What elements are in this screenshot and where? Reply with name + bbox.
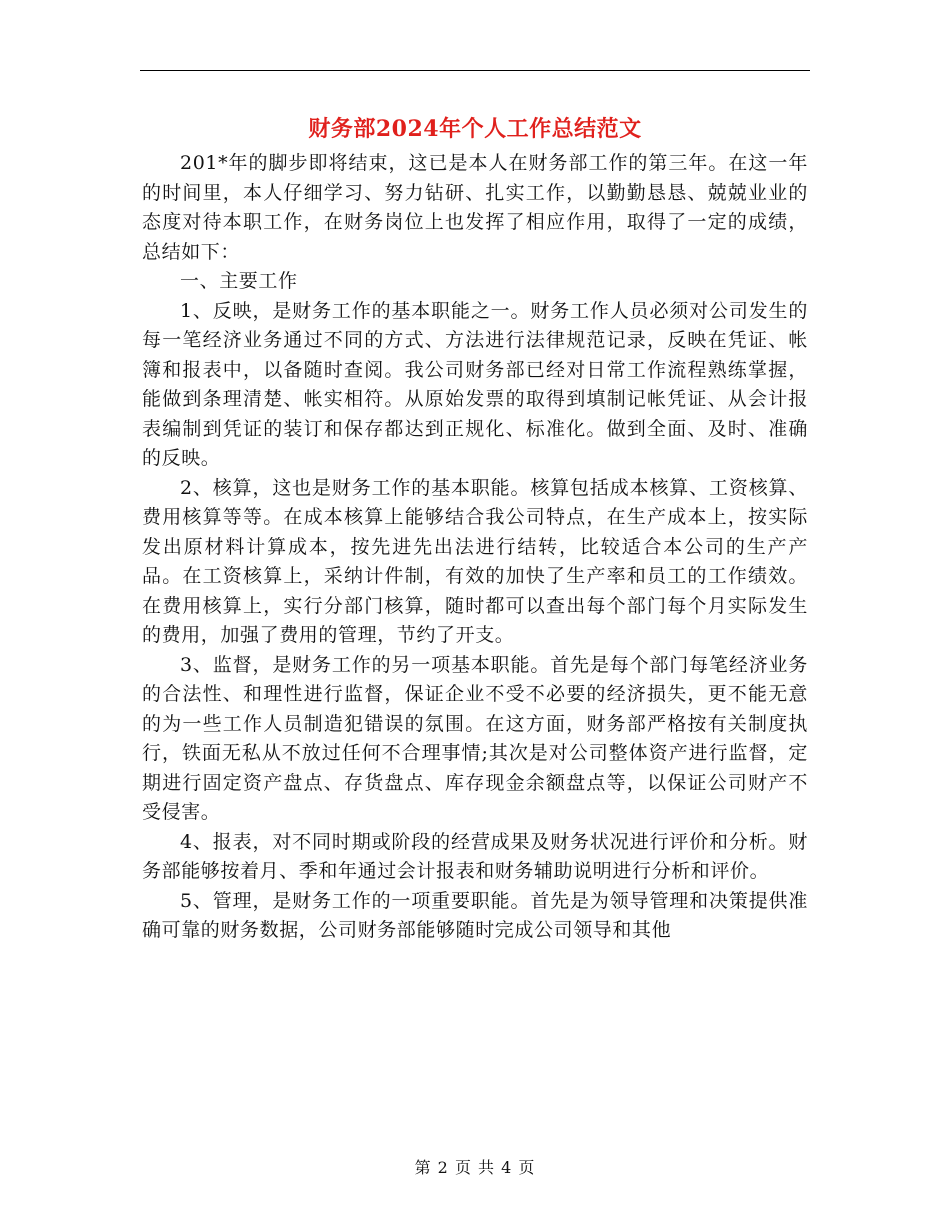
page-footer: 第 2 页 共 4 页 [414,1158,536,1177]
document-body [142,149,808,946]
header-rule [140,70,810,71]
paragraph-reflect: 1、反映，是财务工作的基本职能之一。财务工作人员必须对公司发生的每一笔经济业务通过不同的方式、方法进行法律规范记录，反映在凭证、帐簿和报表中，以备随时查阅。我公司财务部已经对日常工作流程熟练掌握，能做到条理清楚、帐实相符。从原始发票的取得到填制记帐凭证、从会计报表编制到凭证的装订和保存都达到正规化、标准化。做到全面、及时、准确的反映。 [142,299,808,469]
paragraph-intro: 201*年的脚步即将结束，这已是本人在财务部工作的第三年。在这一年的时间里，本人仔细学习、努力钻研、扎实工作，以勤勤恳恳、兢兢业业的态度对待本职工作，在财务岗位上也发挥了相应作用，取得了一定的成绩，总结如下： [142,152,808,263]
paragraph-supervision: 3、监督，是财务工作的另一项基本职能。首先是每个部门每笔经济业务的合法性、和理性进行监督，保证企业不受不必要的经济损失，更不能无意的为一些工作人员制造犯错误的氛围。在这方面，财务部严格按有关制度执行，铁面无私从不放过任何不合理事情;其次是对公司整体资产进行监督，定期进行固定资产盘点、存货盘点、库存现金余额盘点等，以保证公司财产不受侵害。 [142,653,808,823]
paragraph-accounting: 2、核算，这也是财务工作的基本职能。核算包括成本核算、工资核算、费用核算等等。在成本核算上能够结合我公司特点，在生产成本上，按实际发出原材料计算成本，按先进先出法进行结转，比较适合本公司的生产产品。在工资核算上，采纳计件制，有效的加快了生产率和员工的工作绩效。在费用核算上，实行分部门核算，随时都可以查出每个部门每个月实际发生的费用，加强了费用的管理，节约了开支。 [142,476,808,646]
paragraph-management: 5、管理，是财务工作的一项重要职能。首先是为领导管理和决策提供准确可靠的财务数据，公司财务部能够随时完成公司领导和其他 [142,889,808,941]
document-title: 财务部2024年个人工作总结范文 [308,116,642,142]
section-heading-main-work: 一、主要工作 [180,270,298,292]
paragraph-reports: 4、报表，对不同时期或阶段的经营成果及财务状况进行评价和分析。财务部能够按着月、季和年通过会计报表和财务辅助说明进行分析和评价。 [142,830,808,882]
